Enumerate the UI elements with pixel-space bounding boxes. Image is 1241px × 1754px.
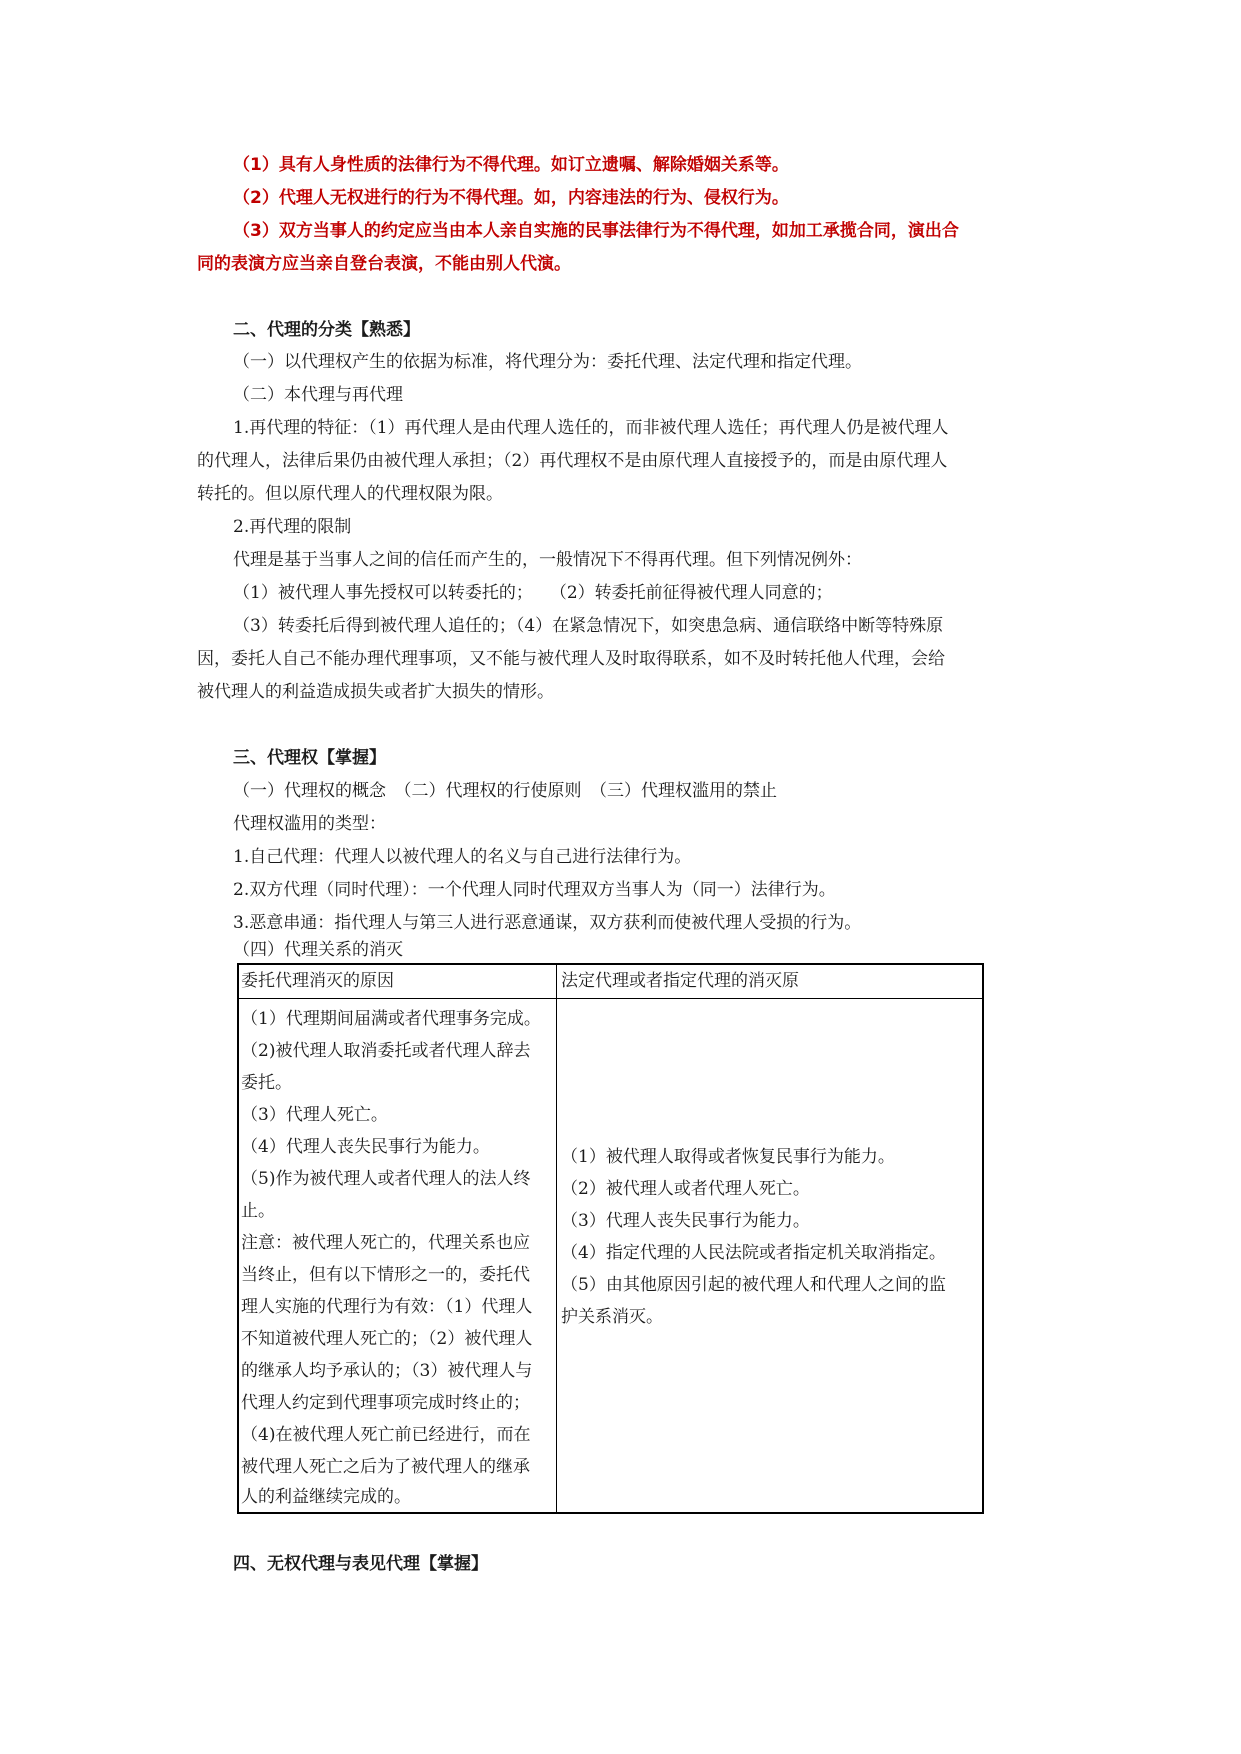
section-heading-unauthorized-agency: 四、无权代理与表见代理【掌握】	[233, 1554, 488, 1574]
table-cell-line: 理人实施的代理行为有效：（1）代理人	[241, 1297, 533, 1317]
paragraph-line: 被代理人的利益造成损失或者扩大损失的情形。	[197, 682, 554, 702]
table-cell-line: （1）被代理人取得或者恢复民事行为能力。	[561, 1147, 895, 1167]
paragraph-line: （一）以代理权产生的依据为标准，将代理分为：委托代理、法定代理和指定代理。	[233, 352, 862, 372]
table-cell-line: 护关系消灭。	[561, 1307, 663, 1327]
table-cell-line: （4）指定代理的人民法院或者指定机关取消指定。	[561, 1243, 946, 1263]
table-cell-line: 不知道被代理人死亡的；（2）被代理人	[241, 1329, 533, 1349]
table-cell-line: （4)在被代理人死亡前已经进行，而在	[241, 1425, 531, 1445]
table-column-divider	[556, 965, 557, 1512]
paragraph-line: 代理是基于当事人之间的信任而产生的，一般情况下不得再代理。但下列情况例外：	[233, 550, 862, 570]
table-cell-line: 止。	[241, 1201, 275, 1221]
table-cell-line: （2)被代理人取消委托或者代理人辞去	[241, 1041, 531, 1061]
table-cell-line: （2）被代理人或者代理人死亡。	[561, 1179, 810, 1199]
paragraph-line: 因，委托人自己不能办理代理事项，又不能与被代理人及时取得联系，如不及时转托他人代理，会给	[197, 649, 945, 669]
table-cell-line: 注意：被代理人死亡的，代理关系也应	[241, 1233, 530, 1253]
table-cell-line: （5)作为被代理人或者代理人的法人终	[241, 1169, 531, 1189]
red-rule-2: （2）代理人无权进行的行为不得代理。如，内容违法的行为、侵权行为。	[233, 188, 789, 208]
paragraph-line: 的代理人，法律后果仍由被代理人承担；（2）再代理权不是由原代理人直接授予的，而是由原代理人	[197, 451, 948, 471]
paragraph-line: （四）代理关系的消灭	[233, 940, 403, 960]
paragraph-line: 3.恶意串通：指代理人与第三人进行恶意通谋，双方获利而使被代理人受损的行为。	[233, 913, 862, 933]
table-header-left: 委托代理消灭的原因	[241, 971, 394, 991]
paragraph-line: （1）被代理人事先授权可以转委托的； （2）转委托前征得被代理人同意的；	[233, 583, 833, 603]
table-cell-line: （3）代理人丧失民事行为能力。	[561, 1211, 810, 1231]
red-rule-3: （3）双方当事人的约定应当由本人亲自实施的民事法律行为不得代理，如加工承揽合同，演出合	[233, 221, 959, 241]
table-cell-line: 当终止，但有以下情形之一的，委托代	[241, 1265, 530, 1285]
paragraph-line: 1.自己代理：代理人以被代理人的名义与自己进行法律行为。	[233, 847, 692, 867]
paragraph-line: （二）本代理与再代理	[233, 385, 403, 405]
paragraph-line: （3）转委托后得到被代理人追任的；（4）在紧急情况下，如突患急病、通信联络中断等特殊原	[233, 616, 944, 636]
table-cell-line: （1）代理期间届满或者代理事务完成。	[241, 1009, 541, 1029]
paragraph-line: 代理权滥用的类型：	[233, 814, 386, 834]
table-cell-line: （3）代理人死亡。	[241, 1105, 388, 1125]
termination-table	[237, 963, 984, 1514]
section-heading-agency-power: 三、代理权【掌握】	[233, 748, 386, 768]
paragraph-line: 2.再代理的限制	[233, 517, 352, 537]
table-cell-line: 代理人约定到代理事项完成时终止的；	[241, 1393, 530, 1413]
section-heading-classification: 二、代理的分类【熟悉】	[233, 320, 420, 340]
table-cell-line: 的继承人均予承认的；（3）被代理人与	[241, 1361, 533, 1381]
red-rule-3-cont: 同的表演方应当亲自登台表演，不能由别人代演。	[197, 254, 571, 274]
table-cell-line: 委托。	[241, 1073, 292, 1093]
paragraph-line: 1.再代理的特征：（1）再代理人是由代理人选任的，而非被代理人选任；再代理人仍是被代理人	[233, 418, 949, 438]
table-header-right: 法定代理或者指定代理的消灭原	[561, 971, 799, 991]
table-cell-line: （5）由其他原因引起的被代理人和代理人之间的监	[561, 1275, 946, 1295]
table-cell-line: （4）代理人丧失民事行为能力。	[241, 1137, 490, 1157]
paragraph-line: （一）代理权的概念 （二）代理权的行使原则 （三）代理权滥用的禁止	[233, 781, 777, 801]
table-cell-line: 被代理人死亡之后为了被代理人的继承	[241, 1457, 530, 1477]
red-rule-1: （1）具有人身性质的法律行为不得代理。如订立遗嘱、解除婚姻关系等。	[233, 155, 789, 175]
paragraph-line: 2.双方代理（同时代理）：一个代理人同时代理双方当事人为（同一）法律行为。	[233, 880, 836, 900]
table-cell-line: 人的利益继续完成的。	[241, 1487, 411, 1507]
paragraph-line: 转托的。但以原代理人的代理权限为限。	[197, 484, 503, 504]
